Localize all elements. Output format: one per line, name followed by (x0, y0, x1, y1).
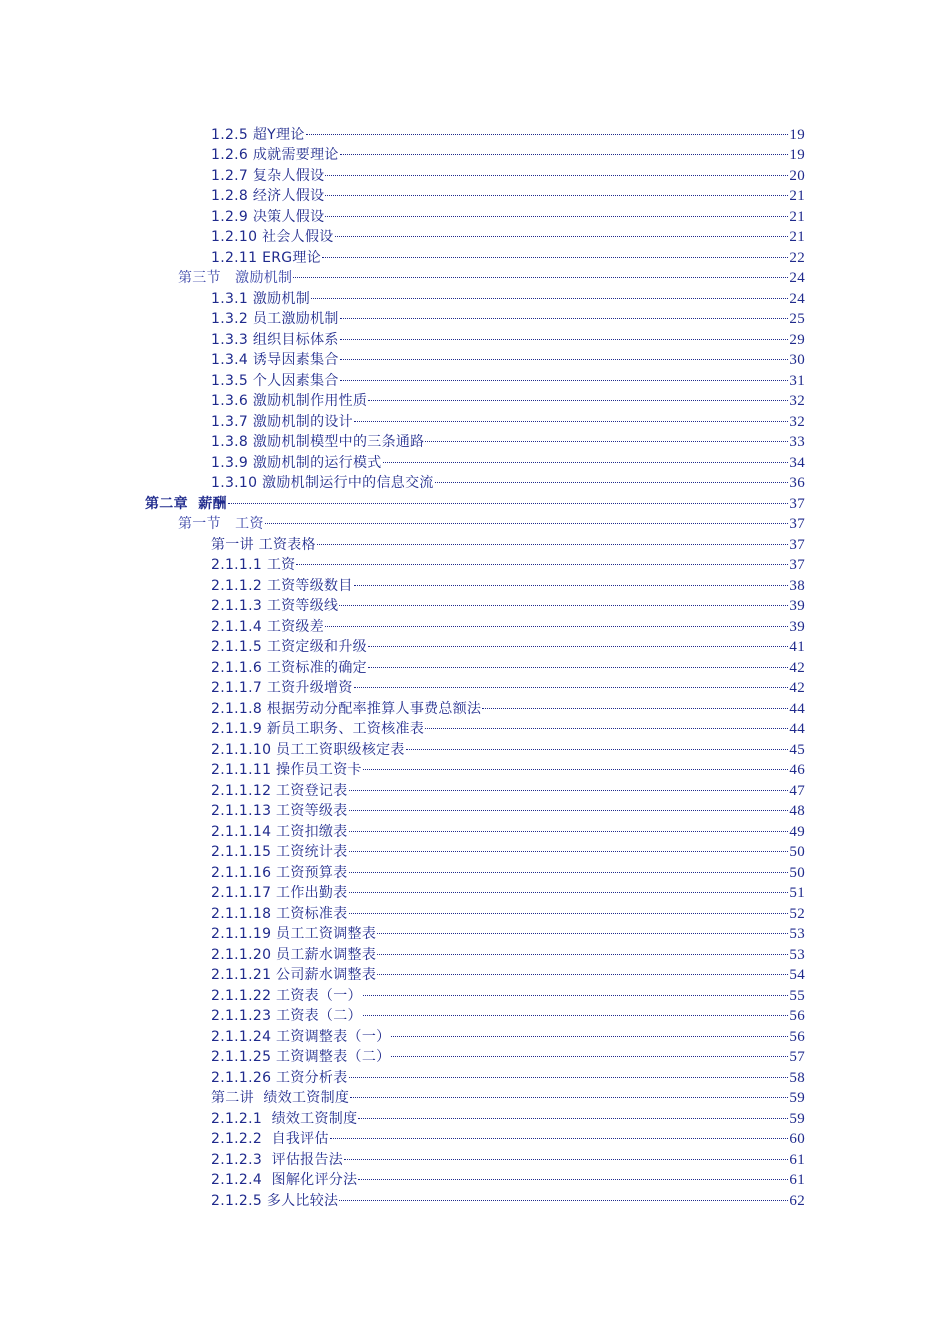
toc-entry-item[interactable] (0, 1006, 950, 1027)
dot-leader (339, 605, 788, 606)
toc-entry-inner (211, 125, 805, 146)
dot-leader (435, 482, 789, 483)
toc-entry-item[interactable] (0, 227, 950, 248)
dot-leader (322, 257, 788, 258)
toc-entry-item[interactable] (0, 289, 950, 310)
dot-leader (350, 1097, 788, 1098)
toc-entry-page-number: 24 (789, 270, 805, 286)
toc-entry-inner (211, 289, 805, 310)
toc-entry-page-number: 57 (789, 1049, 805, 1065)
toc-entry-inner (211, 863, 805, 884)
toc-entry-page-number: 53 (789, 926, 805, 942)
toc-entry-item[interactable] (0, 391, 950, 412)
toc-entry-item[interactable] (0, 1027, 950, 1048)
toc-entry-label: 2.1.2.1 绩效工资制度 (211, 1110, 358, 1127)
toc-entry-inner (211, 658, 805, 679)
toc-entry-inner (211, 924, 805, 945)
toc-entry-label: 2.1.1.10 员工工资职级核定表 (211, 741, 405, 758)
dot-leader (363, 1015, 789, 1016)
dot-leader (265, 523, 789, 524)
dot-leader (482, 708, 788, 709)
dot-leader (377, 974, 788, 975)
toc-entry-inner (211, 1088, 805, 1109)
toc-entry-item[interactable] (0, 945, 950, 966)
dot-leader (293, 277, 788, 278)
table-of-contents (0, 125, 950, 1212)
toc-entry-label: 1.3.2 员工激励机制 (211, 311, 339, 327)
toc-entry-inner (211, 1027, 805, 1048)
toc-entry-label: 第一讲 工资表格 (211, 536, 316, 553)
toc-entry-item[interactable] (0, 371, 950, 392)
toc-entry-item[interactable] (0, 678, 950, 699)
toc-entry-label: 2.1.2.3 评估报告法 (211, 1151, 344, 1168)
dot-leader (325, 195, 788, 196)
toc-entry-page-number: 47 (789, 782, 805, 799)
toc-entry-label: 1.2.6 成就需要理论 (211, 147, 339, 163)
toc-entry-page-number: 21 (789, 229, 805, 245)
toc-entry-inner (211, 1191, 805, 1212)
dot-leader (349, 913, 789, 914)
toc-entry-label: 1.2.10 社会人假设 (211, 229, 334, 245)
toc-entry-inner (211, 248, 805, 269)
toc-entry-item[interactable] (0, 166, 950, 187)
toc-entry-page-number: 37 (789, 536, 805, 553)
toc-entry-item[interactable] (0, 1191, 950, 1212)
toc-entry-inner (211, 842, 805, 863)
toc-entry-item[interactable] (0, 781, 950, 802)
toc-entry-item[interactable] (0, 596, 950, 617)
toc-entry-page-number: 36 (789, 475, 805, 491)
toc-entry-page-number: 38 (789, 577, 805, 594)
toc-entry-lecture[interactable] (0, 535, 950, 556)
toc-entry-inner (211, 740, 805, 761)
toc-entry-item[interactable] (0, 986, 950, 1007)
toc-entry-label: 2.1.2.5 多人比较法 (211, 1192, 339, 1209)
toc-entry-inner (211, 535, 805, 556)
dot-leader (363, 769, 789, 770)
toc-entry-chapter[interactable] (0, 494, 950, 515)
toc-entry-label: 1.3.6 激励机制作用性质 (211, 393, 368, 409)
toc-entry-inner (211, 965, 805, 986)
toc-entry-inner (211, 555, 805, 576)
dot-leader (425, 441, 788, 442)
toc-entry-page-number: 59 (789, 1110, 805, 1127)
dot-leader (349, 831, 789, 832)
toc-entry-inner (211, 904, 805, 925)
toc-entry-page-number: 52 (789, 905, 805, 922)
toc-entry-inner (211, 473, 805, 494)
dot-leader (306, 134, 789, 135)
dot-leader (317, 544, 789, 545)
toc-entry-page-number: 31 (789, 372, 805, 389)
toc-entry-item[interactable] (0, 309, 950, 330)
toc-entry-label: 1.3.7 激励机制的设计 (211, 413, 353, 430)
dot-leader (358, 1179, 788, 1180)
toc-entry-inner (211, 227, 805, 248)
toc-entry-label: 1.2.8 经济人假设 (211, 188, 325, 204)
toc-entry-inner (178, 268, 805, 289)
toc-entry-item[interactable] (0, 248, 950, 269)
toc-entry-label: 2.1.1.5 工资定级和升级 (211, 639, 367, 655)
toc-entry-item[interactable] (0, 412, 950, 433)
toc-entry-inner (211, 207, 805, 228)
toc-entry-item[interactable] (0, 1170, 950, 1191)
toc-entry-page-number: 45 (789, 741, 805, 758)
toc-entry-item[interactable] (0, 658, 950, 679)
toc-entry-item[interactable] (0, 207, 950, 228)
toc-entry-label: 1.3.3 组织目标体系 (211, 331, 339, 348)
toc-entry-page-number: 39 (789, 598, 805, 614)
toc-entry-inner (145, 494, 805, 515)
toc-entry-label: 2.1.1.26 工资分析表 (211, 1069, 348, 1086)
dot-leader (325, 626, 788, 627)
toc-entry-item[interactable] (0, 1047, 950, 1068)
toc-entry-page-number: 55 (789, 987, 805, 1004)
dot-leader (391, 1056, 788, 1057)
toc-entry-page-number: 49 (789, 823, 805, 840)
toc-entry-page-number: 32 (789, 393, 805, 409)
dot-leader (349, 790, 789, 791)
dot-leader (425, 728, 788, 729)
toc-entry-page-number: 44 (789, 721, 805, 737)
toc-entry-label: 2.1.1.11 操作员工资卡 (211, 762, 362, 778)
toc-entry-page-number: 50 (789, 844, 805, 860)
toc-entry-inner (211, 432, 805, 453)
dot-leader (368, 646, 788, 647)
toc-entry-page-number: 42 (789, 659, 805, 676)
toc-entry-page-number: 42 (789, 680, 805, 696)
toc-entry-page-number: 62 (789, 1192, 805, 1209)
dot-leader (325, 175, 788, 176)
dot-leader (340, 339, 789, 340)
toc-entry-page-number: 29 (789, 331, 805, 348)
toc-entry-item[interactable] (0, 576, 950, 597)
toc-entry-item[interactable] (0, 473, 950, 494)
toc-entry-label: 2.1.1.16 工资预算表 (211, 864, 348, 881)
dot-leader (311, 298, 788, 299)
toc-entry-label: 2.1.2.4 图解化评分法 (211, 1172, 358, 1188)
toc-entry-label: 2.1.1.2 工资等级数目 (211, 577, 353, 594)
dot-leader (340, 318, 789, 319)
toc-entry-inner (211, 145, 805, 166)
dot-leader (354, 585, 789, 586)
toc-entry-inner (211, 1150, 805, 1171)
toc-entry-item[interactable] (0, 145, 950, 166)
toc-entry-item[interactable] (0, 924, 950, 945)
toc-entry-page-number: 44 (789, 700, 805, 717)
toc-entry-label: 2.1.1.15 工资统计表 (211, 844, 348, 860)
toc-entry-inner (211, 760, 805, 781)
toc-entry-page-number: 51 (789, 885, 805, 901)
toc-entry-page-number: 24 (789, 290, 805, 307)
toc-entry-inner (211, 1047, 805, 1068)
toc-entry-item[interactable] (0, 740, 950, 761)
toc-entry-label: 1.2.9 决策人假设 (211, 208, 325, 225)
dot-leader (349, 1077, 789, 1078)
toc-entry-page-number: 39 (789, 618, 805, 635)
toc-entry-item[interactable] (0, 637, 950, 658)
toc-entry-label: 2.1.2.2 自我评估 (211, 1131, 329, 1147)
toc-entry-label: 2.1.1.22 工资表（一） (211, 987, 362, 1004)
toc-entry-item[interactable] (0, 555, 950, 576)
toc-entry-inner (211, 883, 805, 904)
dot-leader (368, 400, 788, 401)
dot-leader (354, 421, 788, 422)
toc-entry-inner (211, 1170, 805, 1191)
toc-entry-label: 第二章 薪酬 (145, 495, 227, 512)
toc-entry-label: 2.1.1.20 员工薪水调整表 (211, 946, 377, 963)
dot-leader (354, 687, 789, 688)
dot-leader (339, 1200, 788, 1201)
toc-entry-label: 2.1.1.14 工资扣缴表 (211, 823, 348, 840)
toc-entry-inner (211, 1006, 805, 1027)
dot-leader (349, 892, 789, 893)
toc-entry-label: 1.3.10 激励机制运行中的信息交流 (211, 475, 434, 491)
dot-leader (296, 564, 788, 565)
dot-leader (363, 995, 789, 996)
toc-entry-label: 第一节 工资 (178, 516, 264, 532)
toc-entry-page-number: 56 (789, 1028, 805, 1045)
toc-entry-item[interactable] (0, 617, 950, 638)
dot-leader (349, 851, 789, 852)
toc-entry-item[interactable] (0, 842, 950, 863)
dot-leader (228, 503, 789, 504)
toc-entry-inner (211, 1129, 805, 1150)
toc-entry-label: 2.1.1.23 工资表（二） (211, 1008, 362, 1024)
toc-entry-page-number: 61 (789, 1151, 805, 1168)
toc-entry-page-number: 37 (789, 516, 805, 532)
toc-entry-page-number: 46 (789, 762, 805, 778)
toc-entry-page-number: 56 (789, 1008, 805, 1024)
dot-leader (377, 933, 788, 934)
dot-leader (325, 216, 788, 217)
toc-entry-inner (211, 781, 805, 802)
toc-entry-inner (211, 678, 805, 699)
toc-entry-page-number: 59 (789, 1090, 805, 1106)
toc-entry-inner (211, 699, 805, 720)
dot-leader (368, 667, 788, 668)
toc-entry-inner (211, 1068, 805, 1089)
toc-entry-item[interactable] (0, 760, 950, 781)
dot-leader (335, 236, 789, 237)
toc-entry-inner (211, 391, 805, 412)
toc-entry-item[interactable] (0, 330, 950, 351)
toc-entry-label: 1.3.8 激励机制模型中的三条通路 (211, 434, 425, 450)
toc-entry-page-number: 22 (789, 249, 805, 266)
toc-entry-page-number: 25 (789, 311, 805, 327)
toc-entry-label: 2.1.1.24 工资调整表（一） (211, 1028, 391, 1045)
toc-entry-item[interactable] (0, 1150, 950, 1171)
toc-entry-item[interactable] (0, 453, 950, 474)
toc-entry-item[interactable] (0, 350, 950, 371)
toc-entry-page-number: 53 (789, 946, 805, 963)
dot-leader (340, 380, 789, 381)
toc-entry-page-number: 60 (789, 1131, 805, 1147)
toc-entry-lecture[interactable] (0, 1088, 950, 1109)
toc-entry-label: 2.1.1.12 工资登记表 (211, 782, 348, 799)
dot-leader (349, 872, 789, 873)
toc-entry-label: 2.1.1.7 工资升级增资 (211, 680, 353, 696)
toc-entry-inner (211, 1109, 805, 1130)
toc-entry-inner (211, 330, 805, 351)
toc-entry-page-number: 41 (789, 639, 805, 655)
toc-entry-page-number: 61 (789, 1172, 805, 1188)
toc-entry-label: 1.3.4 诱导因素集合 (211, 352, 339, 368)
toc-entry-item[interactable] (0, 822, 950, 843)
dot-leader (330, 1138, 789, 1139)
toc-entry-page-number: 54 (789, 967, 805, 983)
toc-entry-item[interactable] (0, 801, 950, 822)
toc-entry-label: 1.3.5 个人因素集合 (211, 372, 339, 389)
dot-leader (383, 462, 789, 463)
toc-entry-item[interactable] (0, 883, 950, 904)
toc-entry-inner (211, 986, 805, 1007)
toc-entry-page-number: 34 (789, 454, 805, 471)
toc-entry-item[interactable] (0, 125, 950, 146)
toc-entry-inner (211, 186, 805, 207)
toc-entry-label: 2.1.1.4 工资级差 (211, 618, 325, 635)
toc-entry-label: 1.2.7 复杂人假设 (211, 167, 325, 184)
toc-entry-page-number: 19 (789, 126, 805, 143)
toc-entry-inner (211, 719, 805, 740)
toc-entry-inner (211, 453, 805, 474)
toc-entry-inner (211, 350, 805, 371)
dot-leader (391, 1036, 788, 1037)
toc-entry-inner (211, 822, 805, 843)
toc-entry-section[interactable] (0, 514, 950, 535)
toc-entry-page-number: 32 (789, 413, 805, 430)
toc-entry-label: 第三节 激励机制 (178, 270, 293, 286)
toc-entry-label: 2.1.1.25 工资调整表（二） (211, 1049, 391, 1065)
toc-entry-inner (211, 801, 805, 822)
toc-entry-item[interactable] (0, 699, 950, 720)
toc-entry-page-number: 48 (789, 803, 805, 819)
toc-entry-label: 第二讲 绩效工资制度 (211, 1090, 350, 1106)
toc-entry-label: 1.2.5 超Y理论 (211, 126, 305, 143)
toc-entry-label: 2.1.1.1 工资 (211, 557, 296, 573)
dot-leader (377, 954, 788, 955)
toc-entry-inner (211, 309, 805, 330)
dot-leader (344, 1159, 788, 1160)
toc-entry-inner (211, 596, 805, 617)
toc-entry-label: 2.1.1.17 工作出勤表 (211, 885, 348, 901)
toc-entry-label: 2.1.1.3 工资等级线 (211, 598, 339, 614)
toc-entry-page-number: 30 (789, 352, 805, 368)
toc-entry-inner (178, 514, 805, 535)
dot-leader (340, 359, 789, 360)
toc-entry-page-number: 19 (789, 147, 805, 163)
toc-entry-item[interactable] (0, 432, 950, 453)
toc-entry-page-number: 20 (789, 167, 805, 184)
toc-entry-page-number: 33 (789, 434, 805, 450)
toc-entry-label: 1.3.1 激励机制 (211, 290, 311, 307)
toc-entry-item[interactable] (0, 863, 950, 884)
toc-entry-inner (211, 945, 805, 966)
dot-leader (406, 749, 789, 750)
toc-entry-inner (211, 576, 805, 597)
dot-leader (349, 810, 789, 811)
toc-entry-page-number: 21 (789, 208, 805, 225)
toc-entry-inner (211, 412, 805, 433)
toc-entry-label: 2.1.1.19 员工工资调整表 (211, 926, 377, 942)
toc-entry-item[interactable] (0, 719, 950, 740)
toc-entry-item[interactable] (0, 965, 950, 986)
toc-entry-label: 2.1.1.21 公司薪水调整表 (211, 967, 377, 983)
toc-entry-label: 2.1.1.8 根据劳动分配率推算人事费总额法 (211, 700, 482, 717)
toc-entry-item[interactable] (0, 1109, 950, 1130)
toc-entry-item[interactable] (0, 1068, 950, 1089)
toc-entry-label: 1.3.9 激励机制的运行模式 (211, 454, 382, 471)
toc-entry-inner (211, 166, 805, 187)
toc-entry-item[interactable] (0, 904, 950, 925)
toc-entry-section[interactable] (0, 268, 950, 289)
toc-entry-item[interactable] (0, 186, 950, 207)
toc-entry-page-number: 21 (789, 188, 805, 204)
toc-entry-label: 2.1.1.18 工资标准表 (211, 905, 348, 922)
toc-entry-page-number: 37 (789, 557, 805, 573)
toc-entry-page-number: 37 (789, 495, 805, 512)
toc-entry-label: 2.1.1.13 工资等级表 (211, 803, 348, 819)
toc-entry-item[interactable] (0, 1129, 950, 1150)
toc-entry-label: 1.2.11 ERG理论 (211, 249, 322, 266)
toc-entry-page-number: 50 (789, 864, 805, 881)
dot-leader (358, 1118, 788, 1119)
dot-leader (340, 154, 789, 155)
toc-entry-page-number: 58 (789, 1069, 805, 1086)
toc-entry-inner (211, 637, 805, 658)
toc-entry-label: 2.1.1.6 工资标准的确定 (211, 659, 367, 676)
toc-entry-label: 2.1.1.9 新员工职务、工资核准表 (211, 721, 425, 737)
toc-entry-inner (211, 617, 805, 638)
toc-entry-inner (211, 371, 805, 392)
